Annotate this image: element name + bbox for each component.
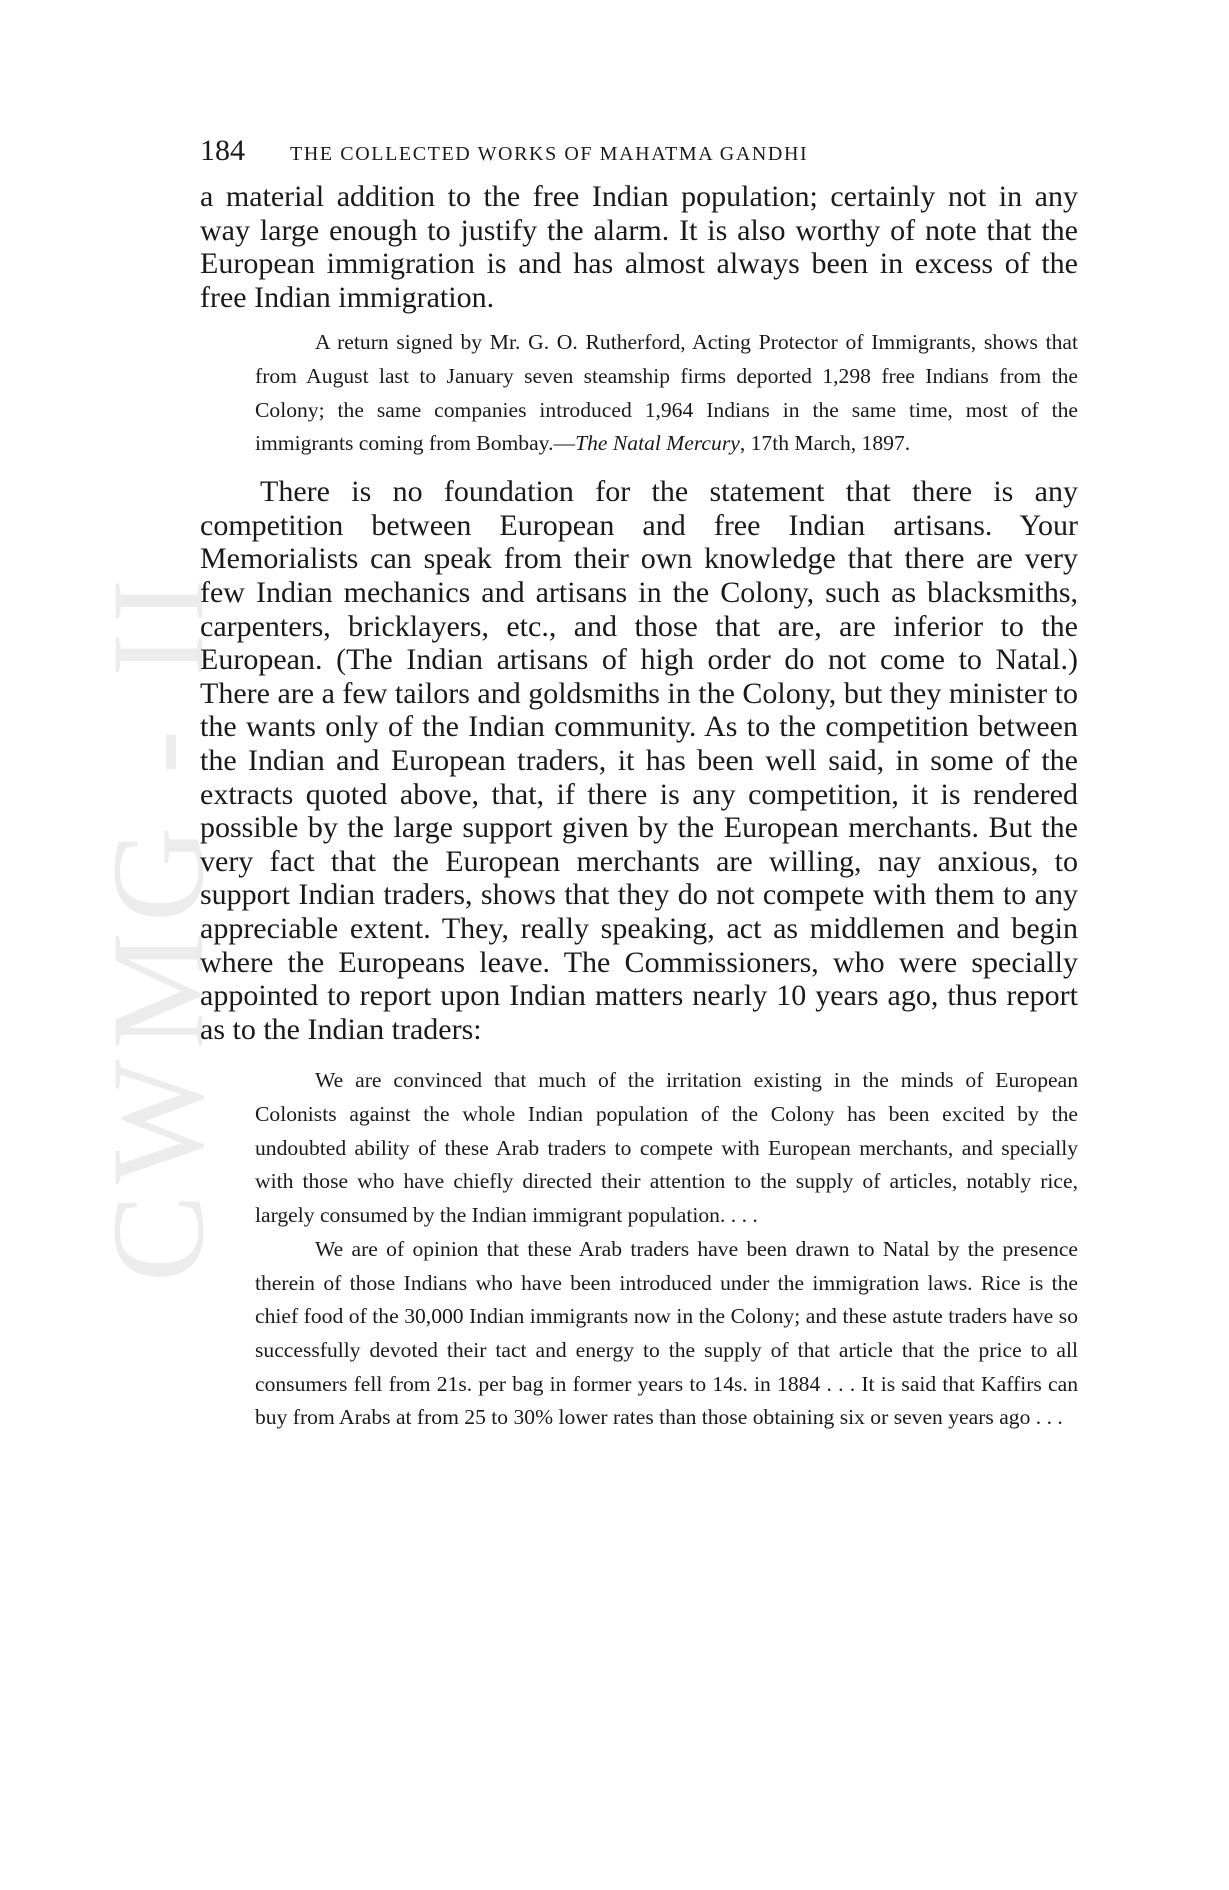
page-number: 184 <box>200 134 245 167</box>
page-content <box>200 180 1078 1449</box>
block-quote-2 <box>200 1064 1078 1435</box>
paragraph-2: There is no foundation for the statement that there is any competition between European and free Indian artisans. Your Memorialists can speak from their own knowledge that there are very few Indian mechanics and artisans in the Colony, such as blacksmiths, carpenters, bricklayers, etc., and those that are, are inferior to the European. (The Indian artisans of high order do not come to Natal.) There are a few tailors and goldsmiths in the Colony, but they minister to the wants only of the Indian community. As to the competition between the Indian and European traders, it has been well said, in some of the extracts quoted above, that, if there is any competition, it is rendered possible by the large support given by the European merchants. But the very fact that the European merchants are willing, nay anxious, to support Indian traders, shows that they do not compete with them to any appreciable extent. They, really speaking, act as middlemen and begin where the Europeans leave. The Commissioners, who were specially appointed to report upon Indian matters nearly 10 years ago, thus report as to the Indian traders: <box>200 475 1078 1046</box>
quote-1-paragraph <box>255 326 1078 461</box>
block-quote-1 <box>200 326 1078 461</box>
paragraph-1: a material addition to the free Indian population; certainly not in any way large enough to justify the alarm. It is also worthy of note that the European immigration is and has almost always been in excess of the free Indian immigration. <box>200 180 1078 314</box>
quote-1-date: , 17th March, 1897. <box>739 431 911 456</box>
running-head: THE COLLECTED WORKS OF MAHATMA GANDHI <box>290 143 809 165</box>
watermark <box>84 540 232 1310</box>
quote-1-text: A return signed by Mr. G. O. Rutherford, Acting Protector of Immigrants, shows that from August last to January seven steamship firms deported 1,298 free Indians from the Colony; the same companies introduced 1,964 Indians in the same time, most of the immigrants coming from Bombay.— <box>255 330 1078 456</box>
page-header <box>200 134 1080 168</box>
quote-1-source: The Natal Mercury <box>575 431 740 456</box>
quote-2-paragraph-2: We are of opinion that these Arab traders have been drawn to Natal by the presence therein of those Indians who have been introduced under the immigration laws. Rice is the chief food of the 30,000 Indian immigrants now in the Colony; and these astute traders have so successfully devoted their tact and energy to the supply of that article that the price to all consumers fell from 21s. per bag in former years to 14s. in 1884 . . . It is said that Kaffirs can buy from Arabs at from 25 to 30% lower rates than those obtaining six or seven years ago . . . <box>255 1236 1078 1430</box>
watermark-text: CWMG - II <box>84 568 232 1282</box>
quote-2-paragraph-1: We are convinced that much of the irritation existing in the minds of European Colonists against the whole Indian population of the Colony has been excited by the undoubted ability of these Arab traders to compete with European merchants, and specially with those who have chiefly directed their attention to the supply of articles, notably rice, largely consumed by the Indian immigrant population. . . . <box>255 1068 1078 1228</box>
